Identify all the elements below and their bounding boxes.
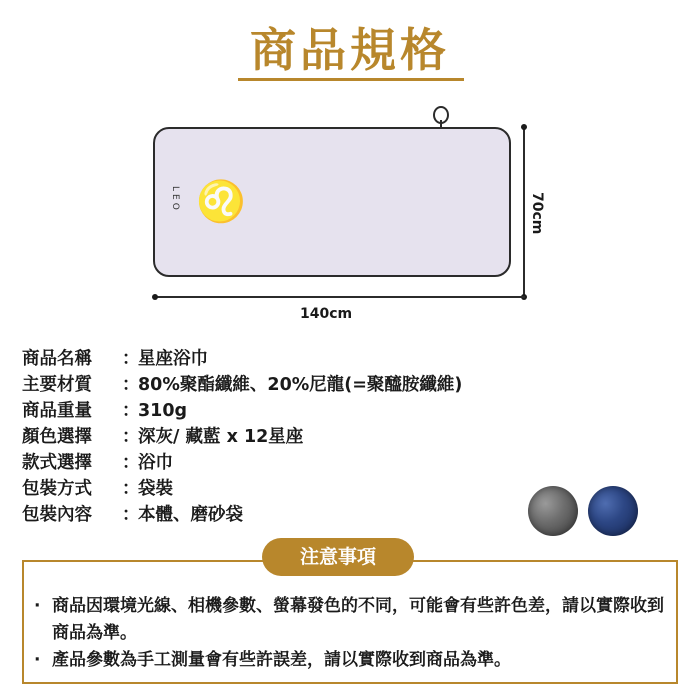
spec-value: 310g	[138, 401, 188, 421]
leo-zodiac-icon: ♌	[196, 179, 246, 225]
width-dimension-line	[155, 296, 525, 298]
page-title: 商品規格	[250, 23, 450, 77]
notes-title: 注意事項	[262, 538, 414, 576]
spec-separator: ：	[122, 375, 140, 395]
height-label: 70cm	[529, 192, 545, 235]
spec-separator: ：	[122, 349, 140, 369]
spec-separator: ：	[122, 505, 140, 525]
note-item	[34, 593, 664, 647]
spec-separator: ：	[122, 479, 140, 499]
spec-value: 星座浴巾	[138, 349, 208, 369]
note-item	[34, 647, 664, 674]
color-swatch-navy	[588, 486, 638, 536]
spec-value: 浴巾	[138, 453, 173, 473]
spec-label: 商品重量	[22, 401, 92, 421]
spec-label: 商品名稱	[22, 349, 92, 369]
width-label: 140cm	[300, 306, 353, 322]
width-left-dot	[152, 294, 158, 300]
spec-value: 深灰/ 藏藍 x 12星座	[138, 427, 304, 447]
towel-leo-label: LEO	[170, 186, 180, 213]
spec-label: 包裝內容	[22, 505, 92, 525]
spec-row	[22, 476, 462, 502]
spec-value: 袋裝	[138, 479, 173, 499]
spec-label: 顏色選擇	[22, 427, 92, 447]
spec-label: 主要材質	[22, 375, 92, 395]
spec-label: 包裝方式	[22, 479, 92, 499]
color-swatch-dark-gray	[528, 486, 578, 536]
note-bullet: ·	[34, 596, 41, 616]
notes-list	[34, 593, 664, 674]
spec-list	[22, 346, 462, 528]
title-underline	[238, 78, 464, 81]
note-text: 商品因環境光線、相機參數、螢幕發色的不同，可能會有些許色差，請以實際收到商品為準。	[52, 596, 664, 643]
spec-row	[22, 502, 462, 528]
spec-row	[22, 398, 462, 424]
note-text: 產品參數為手工測量會有些許誤差，請以實際收到商品為準。	[52, 650, 511, 670]
spec-separator: ：	[122, 401, 140, 421]
height-top-dot	[521, 124, 527, 130]
spec-row	[22, 346, 462, 372]
spec-separator: ：	[122, 427, 140, 447]
spec-row	[22, 450, 462, 476]
note-bullet: ·	[34, 650, 41, 670]
height-dimension-line	[523, 127, 525, 297]
spec-row	[22, 424, 462, 450]
spec-value: 80%聚酯纖維、20%尼龍(=聚醯胺纖維)	[138, 375, 463, 395]
spec-value: 本體、磨砂袋	[138, 505, 243, 525]
spec-label: 款式選擇	[22, 453, 92, 473]
spec-separator: ：	[122, 453, 140, 473]
spec-row	[22, 372, 462, 398]
